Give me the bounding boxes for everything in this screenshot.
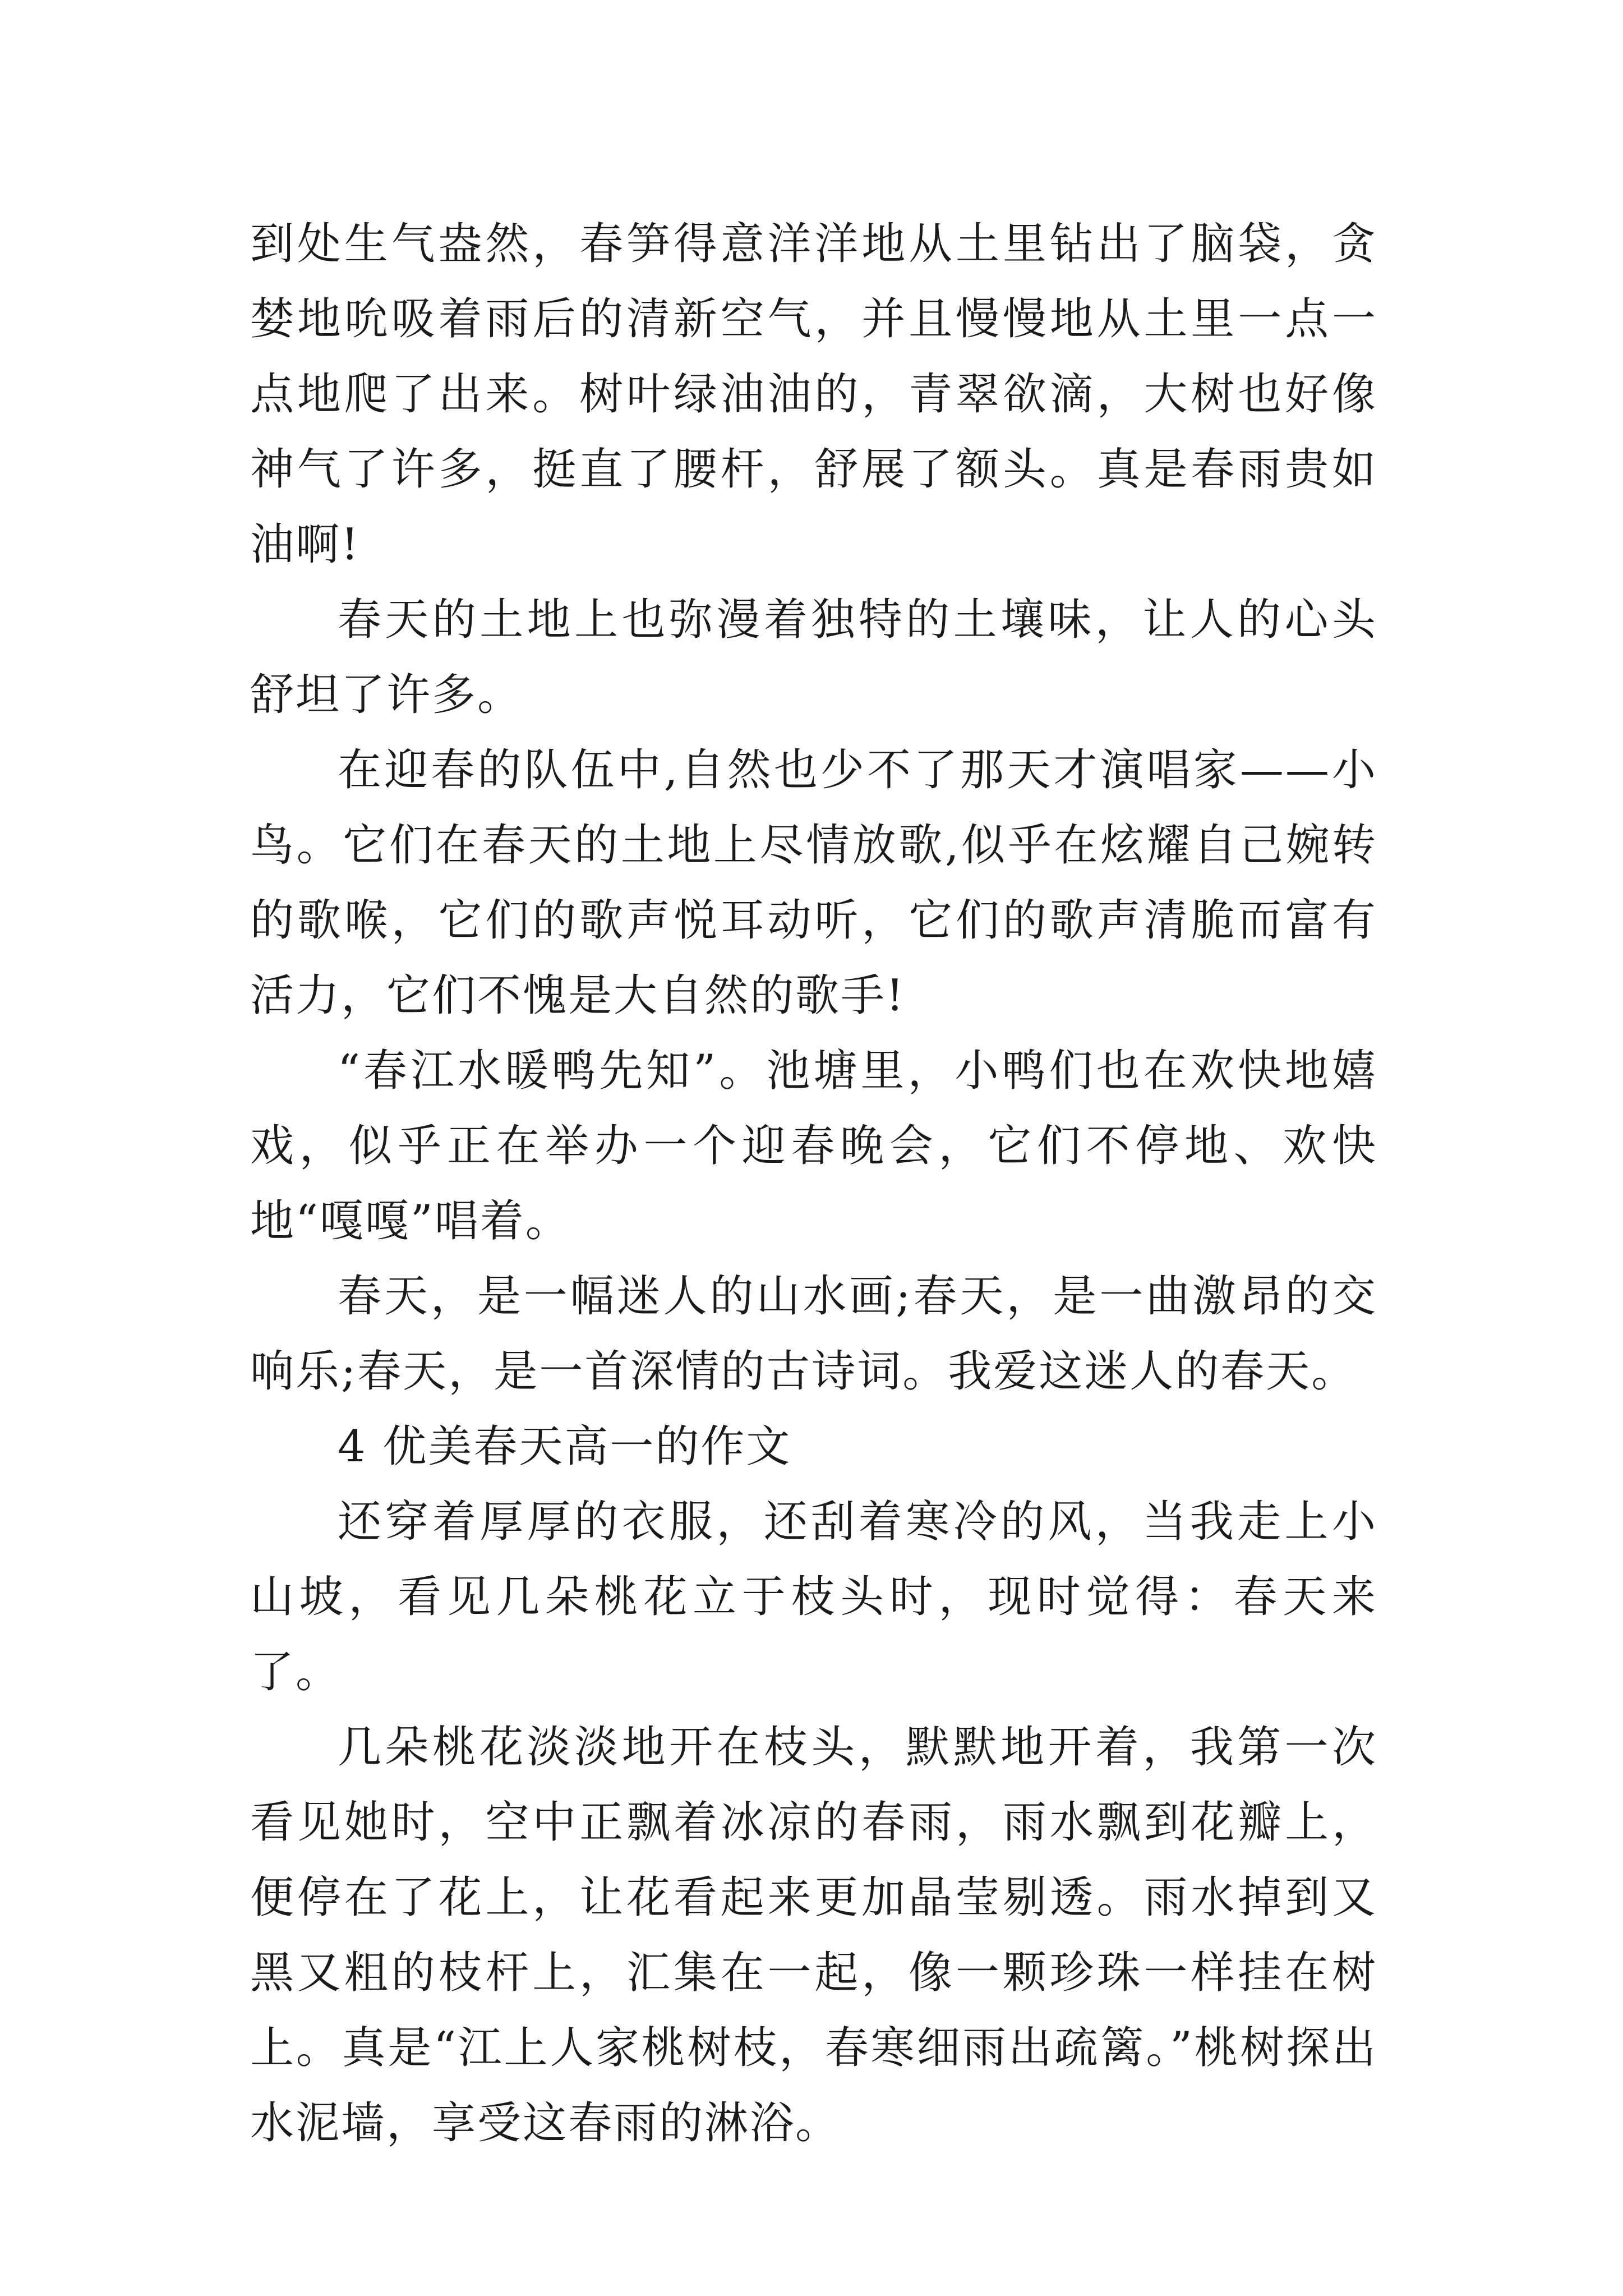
body-text	[250, 206, 1377, 2161]
section-heading: 4 优美春天高一的作文	[338, 1421, 792, 1472]
paragraph-5: 春天，是一幅迷人的山水画;春天，是一曲激昂的交响乐;春天，是一首深情的古诗词。我爱这迷人的春天。	[250, 1271, 1377, 1397]
paragraph-4: “春江水暖鸭先知”。池塘里，小鸭们也在欢快地嬉戏，似乎正在举办一个迎春晚会，它们不停地、欢快地“嘎嘎”唱着。	[250, 1046, 1377, 1246]
paragraph-8: 几朵桃花淡淡地开在枝头，默默地开着，我第一次看见她时，空中正飘着冰凉的春雨，雨水飘到花瓣上，便停在了花上，让花看起来更加晶莹剔透。雨水掉到又黑又粗的枝杆上，汇集在一起，像一颗珍珠一样挂在树上。真是“江上人家桃树枝，春寒细雨出疏篱。”桃树探出水泥墙，享受这春雨的淋浴。	[250, 1722, 1377, 2148]
paragraph-7: 还穿着厚厚的衣服，还刮着寒冷的风，当我走上小山坡，看见几朵桃花立于枝头时，现时觉得：春天来了。	[250, 1497, 1377, 1697]
paragraph-1: 到处生气盎然，春笋得意洋洋地从土里钻出了脑袋，贪婪地吮吸着雨后的清新空气，并且慢慢地从土里一点一点地爬了出来。树叶绿油油的，青翠欲滴，大树也好像神气了许多，挺直了腰杆，舒展了额头。真是春雨贵如油啊!	[250, 219, 1377, 570]
paragraph-2: 春天的土地上也弥漫着独特的土壤味，让人的心头舒坦了许多。	[250, 595, 1377, 720]
paragraph-3: 在迎春的队伍中,自然也少不了那天才演唱家——小鸟。它们在春天的土地上尽情放歌,似乎在炫耀自己婉转的歌喉，它们的歌声悦耳动听，它们的歌声清脆而富有活力，它们不愧是大自然的歌手!	[250, 745, 1377, 1021]
